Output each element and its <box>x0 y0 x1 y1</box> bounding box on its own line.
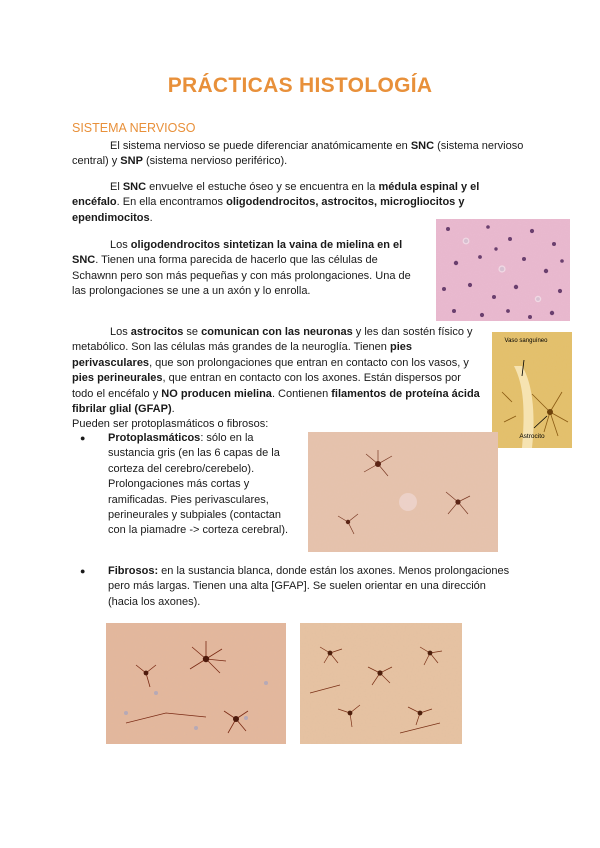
fibrous-astrocyte-micrograph-right <box>300 623 462 744</box>
fibrous-astrocyte-micrograph-left <box>106 623 286 744</box>
bullet-protoplasmaticos: ● Protoplasmáticos: sólo en la sustancia gris (en las 6 capas de la corteza del cerebro/cerebelo). Prolongaciones más cortas y ramificadas. Pies perivasculares, perineurales y subpiales (contactan con la piamadre -> corteza cerebral). <box>80 432 289 537</box>
paragraph-intro: El sistema nervioso se puede diferenciar anatómicamente en SNC (sistema nervioso central) y SNP (sistema nervioso periférico). <box>72 140 524 168</box>
astrocyte-vessel-micrograph <box>492 332 572 448</box>
bullet-fibrosos: ● Fibrosos: en la sustancia blanca, donde están los axones. Menos prolongaciones pero más largas. Tienen una alta [GFAP]. Se suelen orientar en una dirección (hacia los axones). <box>80 565 510 608</box>
paragraph-oligodendrocitos: Los oligodendrocitos sintetizan la vaina de mielina en el SNC. Tienen una forma parecida de hacerlo que las células de Schawnn pero son más pequeñas y con más prolongaciones. Una de las prolongaciones se une a un axón y lo enrolla. <box>72 239 411 298</box>
label-vaso-sanguineo: Vaso sanguíneo <box>504 338 548 344</box>
paragraph-astrocitos: Los astrocitos se comunican con las neuronas y les dan sostén físico y metabólico. Son las células más grandes de la neuroglía. Tienen pies perivasculares, que son prolongaciones que entran en contacto con los vasos, y pies perineurales, que entran en contacto con los axones. Están dispersos por todo el encéfalo y NO producen mielina. Contienen filamentos de proteína ácida fibrilar glial (GFAP). Pueden ser protoplasmáticos o fibrosos: <box>72 326 480 431</box>
bullet-dot: ● <box>80 433 86 443</box>
paragraph-snc: El SNC envuelve el estuche óseo y se encuentra en la médula espinal y el encéfalo. En ella encontramos oligodendrocitos, astrocitos, microgliocitos y ependimocitos. <box>72 181 480 224</box>
section-heading: SISTEMA NERVIOSO <box>72 121 196 135</box>
protoplasmic-astrocyte-micrograph <box>308 432 498 552</box>
page-title: PRÁCTICAS HISTOLOGÍA <box>167 74 433 97</box>
oligodendrocyte-micrograph <box>436 219 570 321</box>
label-astrocito: Astrocito <box>519 433 545 440</box>
bullet-dot: ● <box>80 566 86 576</box>
